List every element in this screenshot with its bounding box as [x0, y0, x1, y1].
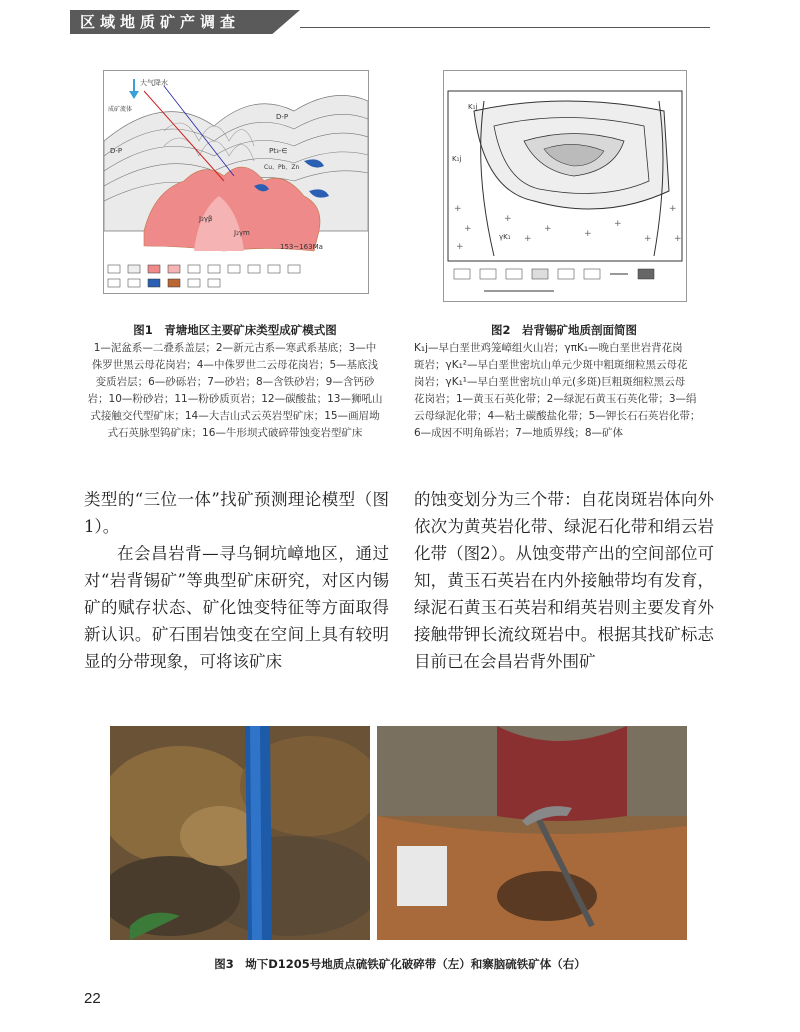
- caption-line: 式石英脉型钨矿床；16—牛形坝式破碎带蚀变岩型矿床: [107, 427, 363, 439]
- caption-line: 式接触交代型矿床；14—大吉山式云英岩型矿床；15—画眉坳: [90, 410, 380, 422]
- figure2-caption-title: 图2 岩背锡矿地质剖面简图: [490, 323, 637, 337]
- granite2-label: J₂γm: [234, 229, 250, 237]
- strata-right-label: D-P: [276, 113, 289, 121]
- caption-line: 变质岩层；6—砂砾岩；7—砂岩；8—含铁砂岩；9—含钙砂: [95, 376, 375, 388]
- svg-text:+: +: [584, 229, 592, 239]
- figure1-caption-title: 图1 青塘地区主要矿床类型成矿模式图: [133, 323, 337, 337]
- figure2-caption: [414, 340, 714, 442]
- paragraph: 在会昌岩背—寻乌铜坑嶂地区，通过对“岩背锡矿”等典型矿床研究，对区内锡矿的赋存状态、矿化蚀变特征等方面取得新认识。矿石围岩蚀变在空间上具有较明显的分带现象，可将该矿床: [84, 544, 389, 671]
- figure3-caption: 图3 坳下D1205号地质点硫铁矿化破碎带（左）和寨脑硫铁矿体（右）: [214, 957, 586, 971]
- k1j-left-label: K₁j: [452, 155, 462, 163]
- caption-line: 斑岩；γK₁²—早白垩世密坑山单元少斑中粗斑细粒黑云母花: [414, 359, 688, 371]
- svg-text:+: +: [524, 234, 532, 244]
- paragraph: 的蚀变划分为三个带：自花岗斑岩体向外依次为黄英岩化带、绿泥石化带和绢云岩化带（图2）。从蚀变带产出的空间部位可知，黄玉石英岩在内外接触带均有发育，绿泥石黄玉石英岩和绢英岩则主要发育外接触带钾长流纹斑岩中。根据其找矿标志目前已在会昌岩背外围矿: [414, 490, 714, 671]
- granite1-label: J₂γβ: [199, 215, 213, 223]
- header-rule: [300, 27, 710, 28]
- svg-text:+: +: [644, 234, 652, 244]
- svg-text:+: +: [464, 224, 472, 234]
- caption-line: 云母绿泥化带；4—粘土碳酸盐化带；5—钾长石石英岩化带；: [414, 410, 701, 422]
- caption-line: 6—成因不明角砾岩；7—地质界线；8—矿体: [414, 427, 624, 439]
- page-number: 22: [84, 990, 101, 1007]
- svg-text:+: +: [454, 204, 462, 214]
- caption-line: K₁j—早白垩世鸡笼嶂组火山岩；γπK₁—晚白垩世岩背花岗: [414, 342, 683, 354]
- svg-text:+: +: [456, 242, 464, 252]
- gk-label: γK₁: [499, 233, 511, 241]
- caption-line: 岩；10—粉砂岩；11—粉砂质页岩；12—碳酸盐；13—狮吼山: [87, 393, 383, 405]
- paragraph: 类型的“三位一体”找矿预测理论模型（图1）。: [84, 490, 389, 536]
- elements-label: Cu、Pb、Zn: [264, 164, 300, 171]
- section-title: 区域地质矿产调查: [80, 13, 241, 31]
- caption-line: 岗岩；γK₁¹—早白垩世密坑山单元(多斑)巨粗斑细粒黑云母: [414, 376, 686, 388]
- ore-fluid-label: 成矿流体: [108, 106, 133, 113]
- caption-line: 1—泥盆系—二叠系盖层；2—新元古系—寒武系基底；3—中: [93, 342, 377, 354]
- svg-text:+: +: [674, 234, 682, 244]
- figure3-photo-left: [110, 726, 370, 940]
- figure2-diagram: [443, 70, 687, 302]
- svg-text:+: +: [614, 219, 622, 229]
- strata-left-label: D-P: [110, 147, 123, 155]
- base-label: Pt₃-∈: [269, 147, 288, 155]
- svg-text:+: +: [504, 214, 512, 224]
- caption-line: 侏罗世黑云母花岗岩；4—中侏罗世二云母花岗岩；5—基底浅: [91, 359, 379, 371]
- body-right-column: [414, 486, 714, 675]
- figure1-diagram: [103, 70, 369, 294]
- svg-text:+: +: [544, 224, 552, 234]
- k1j-top-label: K₁j: [468, 103, 478, 111]
- caption-line: 花岗岩；1—黄玉石英化带；2—绿泥石黄玉石英化带；3—绢: [414, 393, 697, 405]
- svg-text:+: +: [669, 204, 677, 214]
- body-left-column: [84, 486, 389, 675]
- figure3-photo-right: [377, 726, 687, 940]
- figure1-caption: [80, 340, 390, 442]
- age-label: 153~163Ma: [280, 243, 323, 251]
- rain-label: 大气降水: [140, 79, 168, 87]
